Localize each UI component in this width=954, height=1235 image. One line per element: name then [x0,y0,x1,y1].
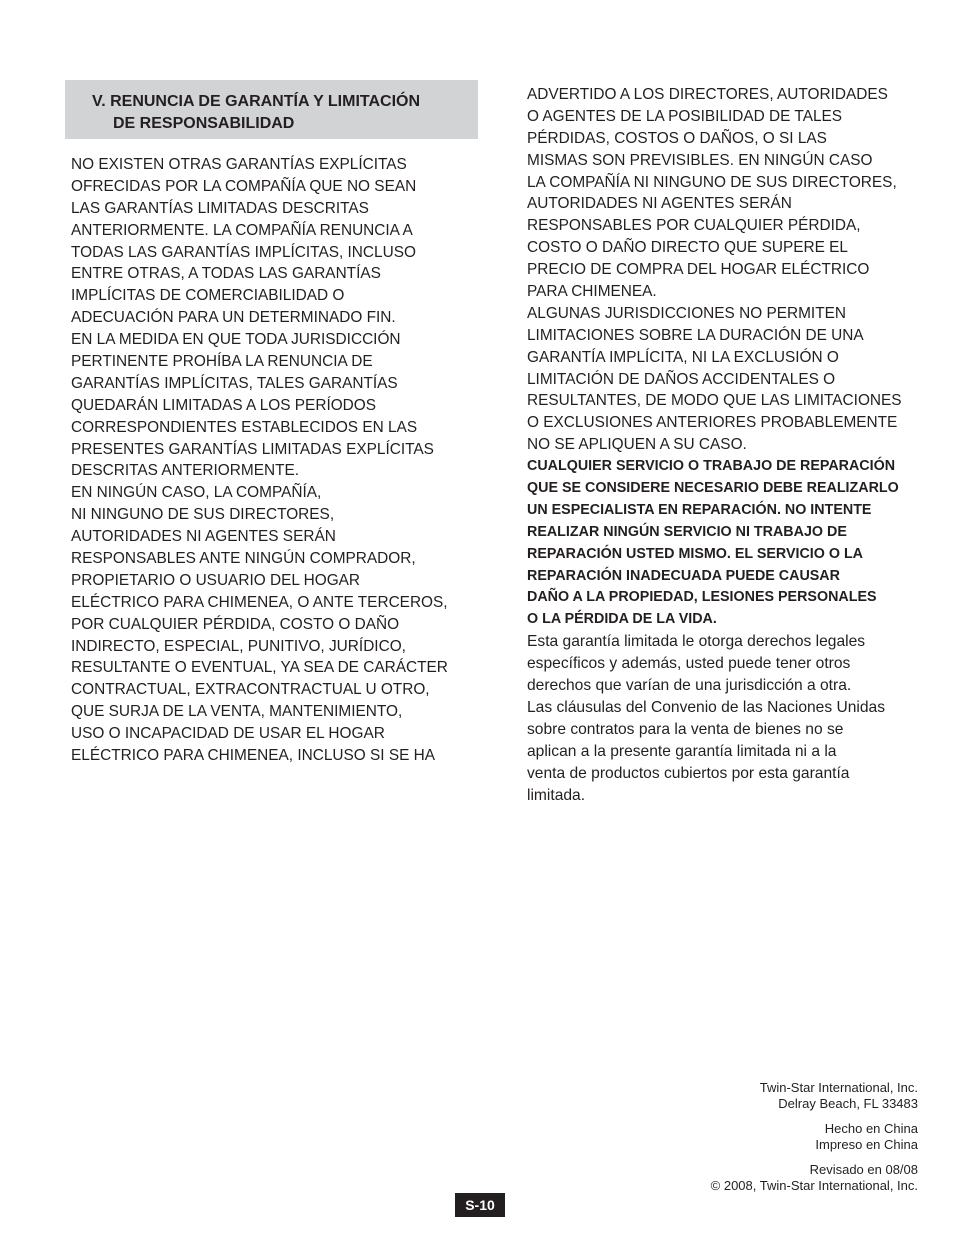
text-line: GARANTÍAS IMPLÍCITAS, TALES GARANTÍAS [71,374,398,392]
text-line: INDIRECTO, ESPECIAL, PUNITIVO, JURÍDICO, [71,637,406,655]
text-line: ENTRE OTRAS, A TODAS LAS GARANTÍAS [71,265,381,283]
text-line: RESPONSABLES POR CUALQUIER PÉRDIDA, [527,217,861,235]
text-line: NI NINGUNO DE SUS DIRECTORES, [71,506,335,524]
text-line: CORRESPONDIENTES ESTABLECIDOS EN LAS [71,418,418,436]
footer-made-in: Hecho en China [824,1121,918,1136]
text-line: limitada. [527,786,586,804]
bold-text-line: QUE SE CONSIDERE NECESARIO DEBE REALIZARLO [527,480,899,497]
bold-text-line: O LA PÉRDIDA DE LA VIDA. [527,611,717,628]
bold-text-line: CUALQUIER SERVICIO O TRABAJO DE REPARACIÓN [527,458,896,475]
text-line: AUTORIDADES NI AGENTES SERÁN [527,195,792,213]
text-line: AUTORIDADES NI AGENTES SERÁN [71,528,336,546]
text-line: TODAS LAS GARANTÍAS IMPLÍCITAS, INCLUSO [71,243,416,261]
right-bold-warning [527,456,927,631]
text-line: OFRECIDAS POR LA COMPAÑÍA QUE NO SEAN [71,177,417,195]
text-line: EN NINGÚN CASO, LA COMPAÑÍA, [71,484,322,502]
text-line: POR CUALQUIER PÉRDIDA, COSTO O DAÑO [71,615,400,633]
text-line: derechos que varían de una jurisdicción a otra. [527,677,852,695]
section-heading-box [65,80,478,139]
section-heading-line-1: V. RENUNCIA DE GARANTÍA Y LIMITACIÓN [92,93,421,110]
bold-text-line: UN ESPECIALISTA EN REPARACIÓN. NO INTENTE [527,501,872,518]
page-number-badge: S-10 [455,1193,505,1217]
footer-company: Twin-Star International, Inc. [759,1080,918,1095]
text-line: PERTINENTE PROHÍBA LA RENUNCIA DE [71,353,373,371]
section-heading-line-2: DE RESPONSABILIDAD [113,115,295,132]
text-line: LIMITACIÓN DE DAÑOS ACCIDENTALES O [527,370,836,388]
text-line: sobre contratos para la venta de bienes no se [527,720,844,738]
text-line: O AGENTES DE LA POSIBILIDAD DE TALES [527,107,843,125]
text-line: ADECUACIÓN PARA UN DETERMINADO FIN. [71,309,396,327]
text-line: DESCRITAS ANTERIORMENTE. [71,462,300,480]
text-line: EN LA MEDIDA EN QUE TODA JURISDICCIÓN [71,331,401,349]
text-line: LA COMPAÑÍA NI NINGUNO DE SUS DIRECTORES, [527,173,897,191]
text-line: QUEDARÁN LIMITADAS A LOS PERÍODOS [71,396,377,414]
left-column [71,154,471,767]
footer-info [711,1080,918,1194]
text-line: Las cláusulas del Convenio de las Naciones Unidas [527,698,886,716]
text-line: COSTO O DAÑO DIRECTO QUE SUPERE EL [527,239,848,257]
text-line: QUE SURJA DE LA VENTA, MANTENIMIENTO, [71,703,403,721]
text-line: NO EXISTEN OTRAS GARANTÍAS EXPLÍCITAS [71,156,407,173]
text-line: aplican a la presente garantía limitada ni a la [527,742,837,760]
text-line: O EXCLUSIONES ANTERIORES PROBABLEMENTE [527,414,898,432]
text-line: RESULTANTE O EVENTUAL, YA SEA DE CARÁCTER [71,659,448,677]
right-mixed-case-paragraphs [527,631,927,806]
text-line: Esta garantía limitada le otorga derechos legales [527,633,866,651]
text-line: ALGUNAS JURISDICCIONES NO PERMITEN [527,304,846,322]
bold-text-line: REPARACIÓN USTED MISMO. EL SERVICIO O LA [527,545,864,562]
footer-revised: Revisado en 08/08 [809,1162,918,1177]
bold-text-line: DAÑO A LA PROPIEDAD, LESIONES PERSONALES [527,589,877,606]
text-line: USO O INCAPACIDAD DE USAR EL HOGAR [71,725,385,743]
text-line: venta de productos cubiertos por esta garantía [527,764,850,782]
text-line: PARA CHIMENEA. [527,283,657,301]
text-line: ADVERTIDO A LOS DIRECTORES, AUTORIDADES [527,86,888,103]
text-line: RESPONSABLES ANTE NINGÚN COMPRADOR, [71,550,416,568]
text-line: PRESENTES GARANTÍAS LIMITADAS EXPLÍCITAS [71,440,434,458]
text-line: ELÉCTRICO PARA CHIMENEA, O ANTE TERCEROS, [71,593,448,611]
right-column [527,84,927,806]
right-caps-paragraphs [527,84,927,456]
text-line: GARANTÍA IMPLÍCITA, NI LA EXCLUSIÓN O [527,348,839,366]
text-line: PROPIETARIO O USUARIO DEL HOGAR [71,571,361,589]
text-line: LIMITACIONES SOBRE LA DURACIÓN DE UNA [527,326,864,344]
footer-copyright: © 2008, Twin-Star International, Inc. [710,1178,918,1193]
bold-text-line: REALIZAR NINGÚN SERVICIO NI TRABAJO DE [527,523,847,540]
text-line: RESULTANTES, DE MODO QUE LAS LIMITACIONES [527,392,902,410]
bold-text-line: REPARACIÓN INADECUADA PUEDE CAUSAR [527,567,840,584]
text-line: específicos y además, usted puede tener otros [527,655,851,673]
text-line: NO SE APLIQUEN A SU CASO. [527,436,747,454]
footer-printed-in: Impreso en China [815,1137,918,1152]
text-line: LAS GARANTÍAS LIMITADAS DESCRITAS [71,199,369,217]
text-line: IMPLÍCITAS DE COMERCIABILIDAD O [71,287,345,305]
text-line: PRECIO DE COMPRA DEL HOGAR ELÉCTRICO [527,261,870,279]
text-line: MISMAS SON PREVISIBLES. EN NINGÚN CASO [527,151,873,169]
footer-address: Delray Beach, FL 33483 [778,1096,918,1111]
text-line: PÉRDIDAS, COSTOS O DAÑOS, O SI LAS [527,129,827,147]
text-line: ANTERIORMENTE. LA COMPAÑÍA RENUNCIA A [71,221,413,239]
text-line: ELÉCTRICO PARA CHIMENEA, INCLUSO SI SE HA [71,747,436,765]
text-line: CONTRACTUAL, EXTRACONTRACTUAL U OTRO, [71,681,430,699]
